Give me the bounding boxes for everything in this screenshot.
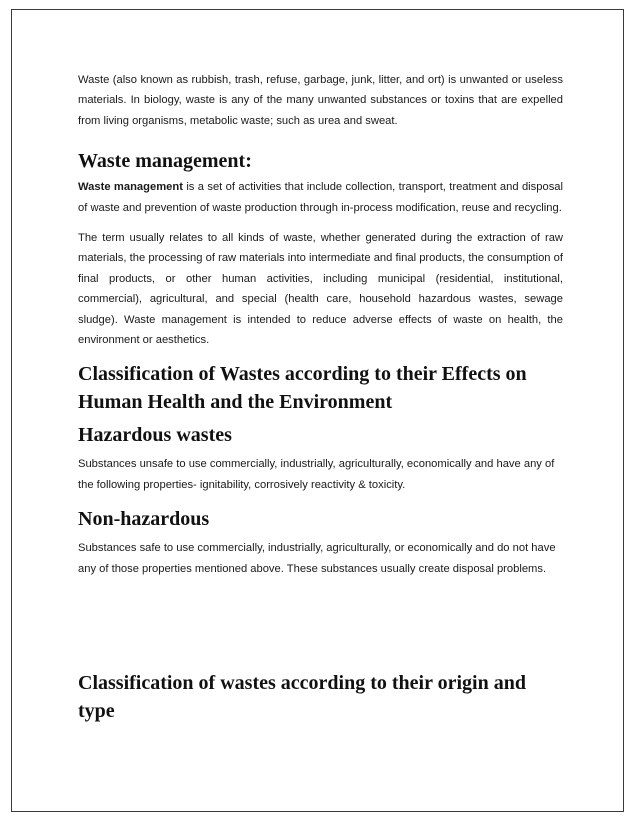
- waste-management-heading: Waste management:: [78, 150, 252, 173]
- intro-paragraph: Waste (also known as rubbish, trash, refuse, garbage, junk, litter, and ort) is unwanted or useless materials. In biology, waste is any of the many unwanted substances or toxins that are expelled from living organisms, metabolic waste; such as urea and sweat.: [78, 74, 563, 127]
- hazardous-wastes-text: Substances unsafe to use commercially, industrially, agriculturally, economically and have any of the following properties- ignitability, corrosively reactivity & toxicity.: [78, 458, 555, 491]
- waste-management-term: Waste management: [78, 181, 183, 194]
- waste-management-definition: [78, 177, 563, 218]
- waste-management-paragraph: The term usually relates to all kinds of waste, whether generated during the extraction of raw materials, the processing of raw materials into intermediate and final products, the consumption of final products, or other human activities, including municipal (residential, institutional, commercial), agricultural, and special (health care, household hazardous wastes, sewage sludge). Waste management is intended to reduce adverse effects of waste on health, the environment or aesthetics.: [78, 232, 563, 347]
- waste-management-definition-text: is a set of activities that include collection, transport, treatment and disposal of waste and prevention of waste production through in-process modification, reuse and recycling.: [78, 181, 564, 214]
- classification-effects-heading: Classification of Wastes according to their Effects on Human Health and the Environment: [78, 363, 527, 414]
- non-hazardous-heading: Non-hazardous: [78, 508, 210, 531]
- non-hazardous-text: Substances safe to use commercially, industrially, agriculturally, or economically and do not have any of those properties mentioned above. These substances usually create disposal problems.: [78, 542, 556, 575]
- hazardous-wastes-heading: Hazardous wastes: [78, 424, 232, 447]
- document-content: [78, 70, 563, 725]
- classification-origin-heading: Classification of wastes according to their origin and type: [78, 672, 526, 723]
